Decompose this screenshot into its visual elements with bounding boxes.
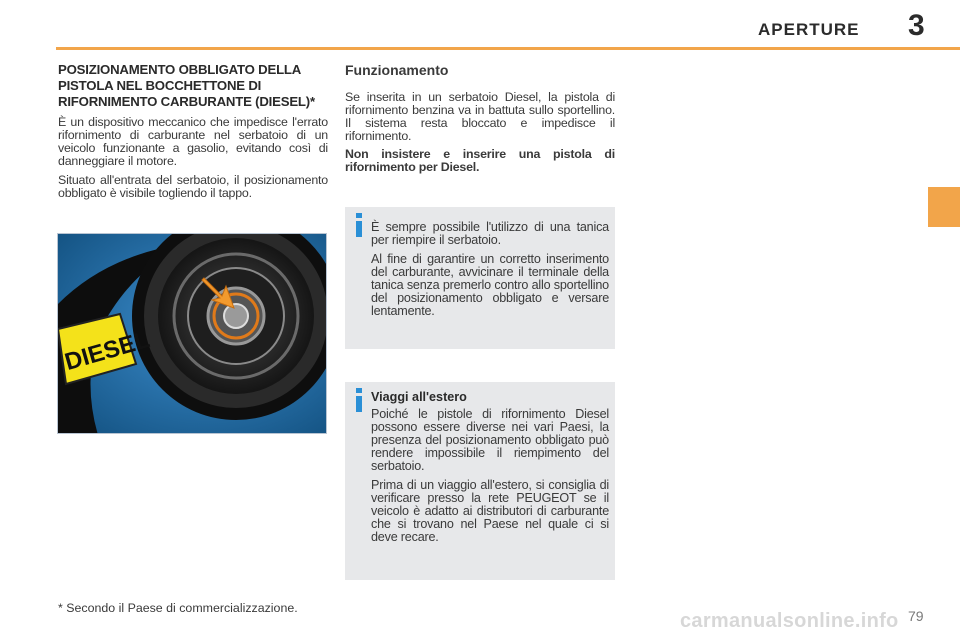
location-paragraph: Situato all'entrata del serbatoio, il posizionamento obbligato è visibile togliendo il tappo.: [58, 173, 328, 200]
info-box-canister: [345, 207, 615, 349]
canister-paragraph: È sempre possibile l'utilizzo di una tanica per riempire il serbatoio.: [371, 220, 609, 247]
fuel-filler-photo: [57, 233, 327, 434]
operation-paragraph: Se inserita in un serbatoio Diesel, la pistola di rifornimento benzina va in battuta sullo sportellino. Il sistema resta bloccato e impedisce il rifornimento.: [345, 90, 615, 143]
operation-title: Funzionamento: [345, 62, 449, 78]
chapter-title: APERTURE: [758, 20, 860, 39]
right-column: [345, 62, 615, 174]
intro-paragraph: È un dispositivo meccanico che impedisce l'errato rifornimento di carburante nel serbatoio di un veicolo funzionante a gasolio, evitando così di danneggiare il motore.: [58, 115, 328, 168]
canister-instructions: Al fine di garantire un corretto inserimento del carburante, avvicinare il terminale della tanica senza premerlo contro allo sportellino del posizionamento obbligato e versare lentamente.: [371, 252, 609, 318]
left-column: [58, 62, 328, 200]
info-icon: [352, 213, 366, 237]
chapter-number: 3: [908, 9, 925, 42]
chapter-side-tab[interactable]: [928, 187, 960, 227]
warning-paragraph: Non insistere e inserire una pistola di rifornimento per Diesel.: [345, 147, 615, 174]
footnote: * Secondo il Paese di commercializzazione.: [58, 601, 298, 615]
watermark: carmanualsonline.info: [680, 610, 899, 632]
abroad-heading: Viaggi all'estero: [371, 390, 467, 404]
header-divider: [56, 47, 960, 50]
abroad-paragraph: Poiché le pistole di rifornimento Diesel possono essere diverse nei vari Paesi, la presenza del posizionamento obbligato può rendere impossibile il riempimento del serbatoio.: [371, 407, 609, 473]
fuel-filler-illustration: [58, 234, 327, 434]
info-icon: [352, 388, 366, 412]
page-number: 79: [908, 608, 924, 624]
abroad-advice: Prima di un viaggio all'estero, si consiglia di verificare presso la rete PEUGEOT se il veicolo è adatto ai distributori di carburante che si trovano nel Paese nel quale ci si deve recare.: [371, 478, 609, 544]
info-box-abroad: [345, 382, 615, 580]
section-title: POSIZIONAMENTO OBBLIGATO DELLA PISTOLA NEL BOCCHETTONE DI RIFORNIMENTO CARBURANTE (DIESEL)*: [58, 62, 315, 109]
diesel-label: DIESEL: [61, 326, 153, 376]
